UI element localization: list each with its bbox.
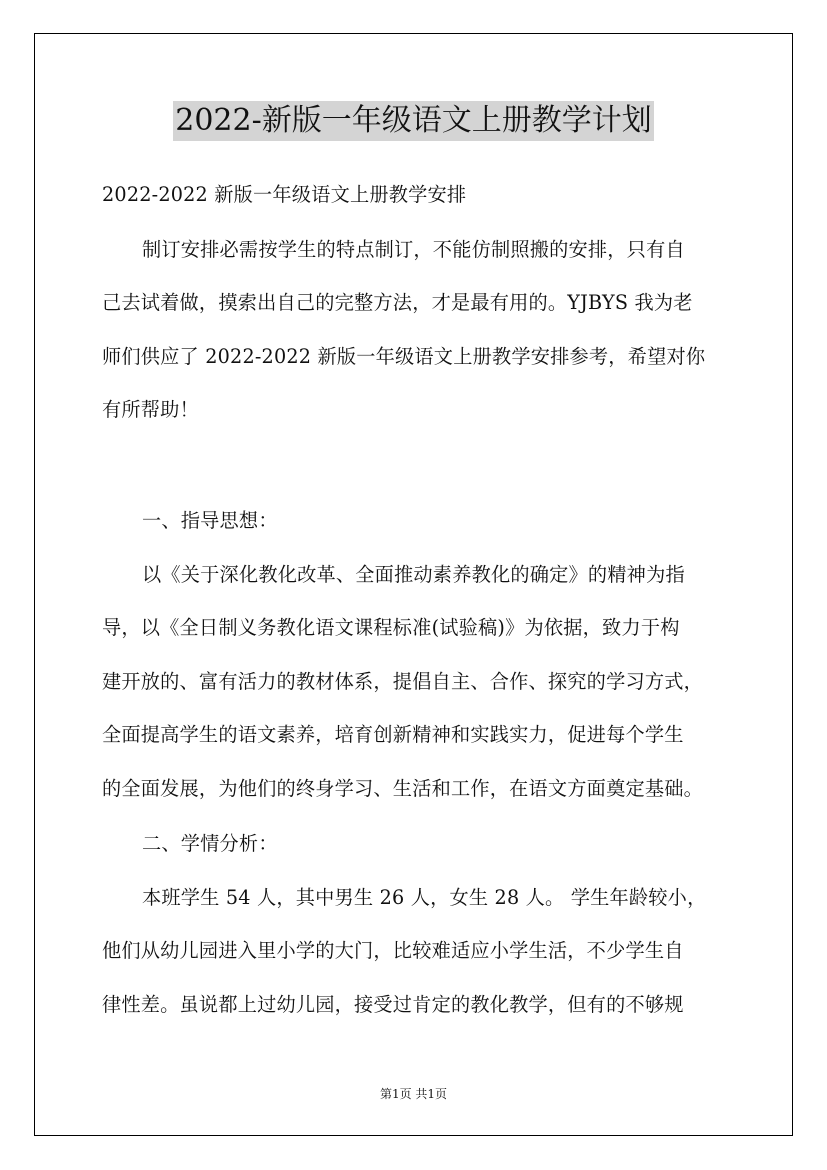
paragraph-line: 制订安排必需按学生的特点制订，不能仿制照搬的安排，只有自 — [142, 238, 685, 261]
paragraph-line: 以《关于深化教化改革、全面推动素养教化的确定》的精神为指 — [142, 563, 685, 586]
section-heading: 二、学情分析： — [142, 832, 278, 855]
page-footer: 第1页 共1页 — [379, 1087, 448, 1101]
paragraph-line: 建开放的、富有活力的教材体系，提倡自主、合作、探究的学习方式， — [102, 670, 704, 693]
document-subtitle: 2022-2022 新版一年级语文上册教学安排 — [102, 183, 467, 206]
paragraph-line: 全面提高学生的语文素养，培育创新精神和实践实力，促进每个学生 — [102, 723, 684, 746]
paragraph-line: 导，以《全日制义务教化语文课程标准(试验稿)》为依据，致力于构 — [102, 616, 680, 639]
paragraph-line: 律性差。虽说都上过幼儿园，接受过肯定的教化教学，但有的不够规 — [102, 993, 684, 1016]
paragraph-line: 己去试着做，摸索出自己的完整方法，才是最有用的。YJBYS 我为老 — [102, 291, 693, 314]
paragraph-line: 师们供应了 2022-2022 新版一年级语文上册教学安排参考，希望对你 — [102, 345, 706, 368]
paragraph-line: 他们从幼儿园进入里小学的大门，比较难适应小学生活，不少学生自 — [102, 939, 684, 962]
paragraph-line: 本班学生 54 人，其中男生 26 人，女生 28 人。 学生年龄较小， — [142, 886, 707, 909]
section-heading: 一、指导思想： — [142, 509, 278, 532]
paragraph-line: 的全面发展，为他们的终身学习、生活和工作，在语文方面奠定基础。 — [102, 777, 704, 800]
paragraph-line: 有所帮助！ — [102, 398, 199, 421]
document-title: 2022-新版一年级语文上册教学计划 — [173, 101, 653, 141]
